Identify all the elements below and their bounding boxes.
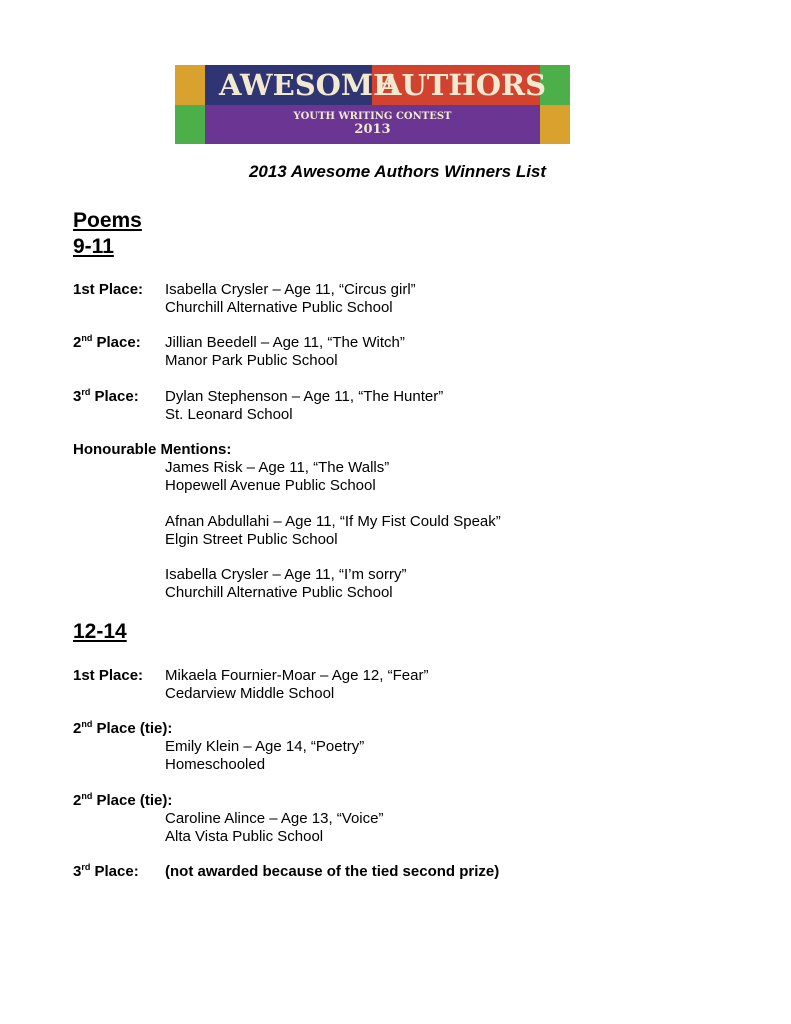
banner-year: 2013 — [354, 122, 391, 137]
section-heading-poems: Poems — [73, 209, 142, 232]
age-group-heading-12-14: 12-14 — [73, 620, 127, 643]
place-word: Place (tie): — [92, 792, 173, 809]
place-ordinal-suffix: rd — [81, 387, 91, 397]
second-place-winner: Jillian Beedell – Age 11, “The Witch” — [165, 334, 405, 351]
place-number: 2 — [73, 792, 82, 809]
first-place-label: 1st Place: — [73, 281, 144, 298]
place-number: 2 — [73, 334, 82, 351]
place-word: Place: — [90, 863, 139, 880]
place-ordinal-suffix: nd — [81, 791, 93, 801]
place-ordinal-suffix: rd — [81, 862, 91, 872]
honourable-mention-winner: Afnan Abdullahi – Age 11, “If My Fist Could Speak” — [165, 513, 501, 530]
third-place-label — [73, 388, 139, 406]
second-place-tie-label — [73, 720, 172, 738]
second-place-tie-school: Homeschooled — [165, 756, 266, 773]
third-place-winner: Dylan Stephenson – Age 11, “The Hunter” — [165, 388, 444, 405]
first-place-winner: Mikaela Fournier-Moar – Age 12, “Fear” — [165, 667, 429, 684]
place-word: Place: — [92, 334, 141, 351]
honourable-mention-school: Churchill Alternative Public School — [165, 584, 393, 601]
first-place-winner: Isabella Crysler – Age 11, “Circus girl” — [165, 281, 416, 298]
honourable-mention-winner: Isabella Crysler – Age 11, “I’m sorry” — [165, 566, 407, 583]
place-number: 3 — [73, 388, 82, 405]
first-place-school: Churchill Alternative Public School — [165, 299, 393, 316]
second-place-tie-label — [73, 792, 172, 810]
honourable-mention-winner: James Risk – Age 11, “The Walls” — [165, 459, 390, 476]
second-place-tie-winner: Caroline Alince – Age 13, “Voice” — [165, 810, 384, 827]
place-number: 3 — [73, 863, 82, 880]
place-ordinal-suffix: nd — [81, 333, 93, 343]
honourable-mention-school: Hopewell Avenue Public School — [165, 477, 376, 494]
place-number: 2 — [73, 720, 82, 737]
place-word: Place: — [90, 388, 139, 405]
age-group-heading-9-11: 9-11 — [73, 235, 114, 258]
second-place-label — [73, 334, 141, 352]
first-place-label: 1st Place: — [73, 667, 144, 684]
place-word: Place (tie): — [92, 720, 173, 737]
banner-subtitle: YOUTH WRITING CONTEST — [293, 111, 452, 122]
banner-block-gold-left — [175, 65, 205, 105]
banner-word-authors: AUTHORS — [379, 68, 547, 102]
third-place-school: St. Leonard School — [165, 406, 293, 423]
second-place-school: Manor Park Public School — [165, 352, 338, 369]
first-place-school: Cedarview Middle School — [165, 685, 335, 702]
third-place-note: (not awarded because of the tied second prize) — [165, 863, 500, 880]
second-place-tie-school: Alta Vista Public School — [165, 828, 324, 845]
honourable-mention-school: Elgin Street Public School — [165, 531, 338, 548]
honourable-mentions-label: Honourable Mentions: — [73, 441, 232, 458]
place-ordinal-suffix: nd — [81, 719, 93, 729]
contest-banner-logo — [175, 65, 570, 144]
document-title: 2013 Awesome Authors Winners List — [248, 162, 547, 181]
second-place-tie-winner: Emily Klein – Age 14, “Poetry” — [165, 738, 365, 755]
banner-block-gold-right — [540, 105, 570, 144]
third-place-label — [73, 863, 139, 881]
banner-block-green-left — [175, 105, 205, 144]
banner-word-awesome: AWESOME — [219, 68, 396, 102]
